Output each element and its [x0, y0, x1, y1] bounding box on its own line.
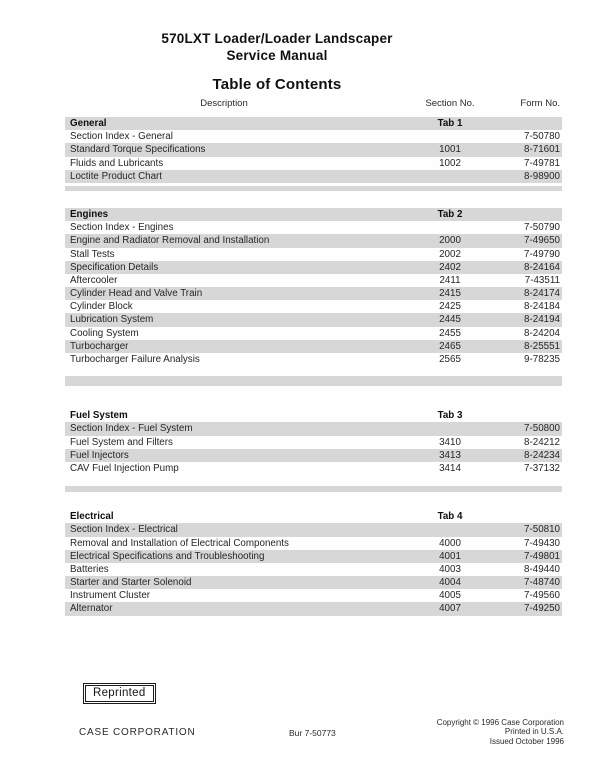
row-section-no: 2455	[439, 327, 461, 339]
row-section-no: 3410	[439, 436, 461, 448]
row-form-no: 7-50790	[524, 222, 560, 234]
row-section-no: 4004	[439, 577, 461, 589]
row-description: Batteries	[70, 563, 109, 575]
toc-row	[65, 462, 562, 475]
row-section-no: 4007	[439, 603, 461, 615]
section-gap	[65, 186, 562, 208]
row-description: Section Index - Engines	[70, 222, 174, 234]
row-form-no: 8-49440	[524, 563, 560, 575]
gap-shaded-strip	[65, 186, 562, 191]
row-description: CAV Fuel Injection Pump	[70, 462, 179, 474]
toc-row	[65, 248, 562, 261]
toc-row	[65, 589, 562, 602]
row-description: Engine and Radiator Removal and Installation	[70, 235, 270, 247]
section-form-blank	[495, 510, 562, 523]
row-form-no: 7-49781	[524, 157, 560, 169]
row-section-no: 3413	[439, 449, 461, 461]
row-form-no: 7-43511	[524, 274, 560, 286]
gap-shaded-strip	[65, 486, 562, 492]
toc-row	[65, 261, 562, 274]
row-section-no	[405, 130, 495, 143]
row-description: Standard Torque Specifications	[70, 144, 206, 156]
section-tab: Tab 2	[437, 208, 463, 220]
row-section-no: 1002	[439, 157, 461, 169]
row-form-no: 8-24164	[524, 261, 560, 273]
section-header-row	[65, 117, 562, 130]
row-form-no: 7-49250	[524, 603, 560, 615]
toc-section-electrical	[65, 510, 562, 616]
row-form-no: 7-49560	[524, 590, 560, 602]
bur-form-number: Bur 7-50773	[289, 728, 336, 738]
column-header-section-no: Section No.	[425, 98, 475, 109]
row-form-no: 7-49430	[524, 537, 560, 549]
section-name: Fuel System	[70, 410, 128, 422]
section-header-row	[65, 208, 562, 221]
section-form-blank	[495, 409, 562, 422]
row-section-no: 2425	[439, 301, 461, 313]
row-form-no: 8-24234	[524, 449, 560, 461]
toc-column-headers	[65, 98, 562, 117]
column-header-form-no: Form No.	[520, 98, 560, 109]
section-form-blank	[495, 117, 562, 130]
toc-row	[65, 234, 562, 247]
row-description: Starter and Starter Solenoid	[70, 577, 192, 589]
row-form-no: 7-50800	[524, 423, 560, 435]
copyright-block	[437, 718, 564, 746]
row-form-no: 7-49650	[524, 235, 560, 247]
toc-row	[65, 130, 562, 143]
row-section-no: 4000	[439, 537, 461, 549]
row-section-no: 4001	[439, 550, 461, 562]
row-section-no: 2000	[439, 235, 461, 247]
column-header-description: Description	[200, 98, 248, 109]
reprinted-stamp	[83, 683, 156, 704]
row-description: Stall Tests	[70, 248, 115, 260]
row-section-no: 2411	[439, 274, 461, 286]
row-section-no: 2565	[439, 354, 461, 365]
toc-row	[65, 353, 562, 366]
row-form-no: 7-50810	[524, 524, 560, 536]
toc-row	[65, 523, 562, 536]
row-description: Section Index - Fuel System	[70, 423, 193, 435]
row-description: Loctite Product Chart	[70, 170, 163, 182]
row-description: Specification Details	[70, 261, 159, 273]
row-section-no	[405, 221, 495, 234]
row-section-no	[405, 422, 495, 435]
toc-row	[65, 576, 562, 589]
manual-title-line2: Service Manual	[226, 47, 328, 63]
row-description: Lubrication System	[70, 314, 154, 326]
row-description: Electrical Specifications and Troubleshooting	[70, 550, 265, 562]
row-form-no: 7-49790	[524, 248, 560, 260]
section-header-row	[65, 510, 562, 523]
toc-row	[65, 550, 562, 563]
row-description: Cylinder Head and Valve Train	[70, 288, 203, 300]
manual-title-line1: 570LXT Loader/Loader Landscaper	[161, 31, 393, 46]
row-description: Instrument Cluster	[70, 590, 151, 602]
section-gap	[65, 486, 562, 510]
row-section-no: 2002	[439, 248, 461, 260]
row-form-no: 8-24204	[524, 327, 560, 339]
issued-line: Issued October 1996	[489, 736, 564, 746]
toc-row	[65, 221, 562, 234]
section-name: Engines	[70, 208, 109, 220]
toc-section-fuel-system	[65, 409, 562, 475]
row-section-no	[405, 170, 495, 183]
toc-row	[65, 143, 562, 156]
row-description: Section Index - Electrical	[70, 524, 178, 536]
company-name: CASE CORPORATION	[79, 727, 196, 738]
toc-row	[65, 313, 562, 326]
row-section-no: 2445	[439, 314, 461, 326]
row-description: Cooling System	[70, 327, 139, 339]
toc-row	[65, 563, 562, 576]
row-form-no: 7-37132	[524, 462, 560, 474]
row-description: Cylinder Block	[70, 301, 133, 313]
row-section-no: 2402	[439, 261, 461, 273]
row-form-no: 8-71601	[524, 144, 560, 156]
printed-in-line: Printed in U.S.A.	[504, 727, 564, 737]
row-form-no: 9-78235	[524, 354, 560, 365]
toc-row	[65, 300, 562, 313]
toc-row	[65, 340, 562, 353]
row-description: Turbocharger Failure Analysis	[70, 354, 200, 365]
section-form-blank	[495, 208, 562, 221]
toc-row	[65, 170, 562, 183]
row-description: Removal and Installation of Electrical Components	[70, 537, 289, 549]
row-section-no: 3414	[439, 462, 461, 474]
reprinted-stamp-label: Reprinted	[93, 687, 146, 699]
toc-row	[65, 287, 562, 300]
section-header-row	[65, 409, 562, 422]
manual-title-block	[65, 31, 489, 93]
toc-section-general	[65, 117, 562, 183]
row-section-no: 4003	[439, 563, 461, 575]
row-form-no: 8-98900	[524, 170, 560, 182]
row-description: Section Index - General	[70, 131, 173, 143]
row-description: Turbocharger	[70, 340, 129, 352]
toc-row	[65, 422, 562, 435]
row-description: Fuel Injectors	[70, 449, 129, 461]
toc-row	[65, 449, 562, 462]
row-description: Fuel System and Filters	[70, 436, 173, 448]
section-tab: Tab 4	[437, 511, 463, 523]
row-form-no: 8-24212	[524, 436, 560, 448]
toc-row	[65, 436, 562, 449]
row-description: Alternator	[70, 603, 113, 615]
toc-sections	[65, 117, 562, 616]
section-name: General	[70, 118, 107, 129]
toc-row	[65, 157, 562, 170]
row-form-no: 8-24184	[524, 301, 560, 313]
row-section-no: 2465	[439, 340, 461, 352]
row-form-no: 7-50780	[524, 131, 560, 143]
toc-row	[65, 602, 562, 615]
toc-row	[65, 274, 562, 287]
row-section-no: 1001	[439, 144, 461, 156]
row-description: Fluids and Lubricants	[70, 157, 164, 169]
toc-table	[65, 98, 562, 616]
section-tab: Tab 1	[437, 118, 463, 129]
toc-row	[65, 537, 562, 550]
row-section-no	[405, 523, 495, 536]
toc-row	[65, 327, 562, 340]
row-form-no: 8-24194	[524, 314, 560, 326]
row-form-no: 8-24174	[524, 288, 560, 300]
section-gap	[65, 376, 562, 409]
row-form-no: 8-25551	[524, 340, 560, 352]
toc-section-engines	[65, 208, 562, 366]
toc-title: Table of Contents	[212, 76, 342, 93]
gap-shaded-strip	[65, 376, 562, 386]
row-form-no: 7-49801	[524, 550, 560, 562]
row-section-no: 4005	[439, 590, 461, 602]
section-name: Electrical	[70, 511, 114, 523]
section-tab: Tab 3	[437, 410, 463, 422]
row-description: Aftercooler	[70, 274, 118, 286]
copyright-line: Copyright © 1996 Case Corporation	[436, 718, 564, 727]
row-section-no: 2415	[439, 288, 461, 300]
row-form-no: 7-48740	[524, 577, 560, 589]
